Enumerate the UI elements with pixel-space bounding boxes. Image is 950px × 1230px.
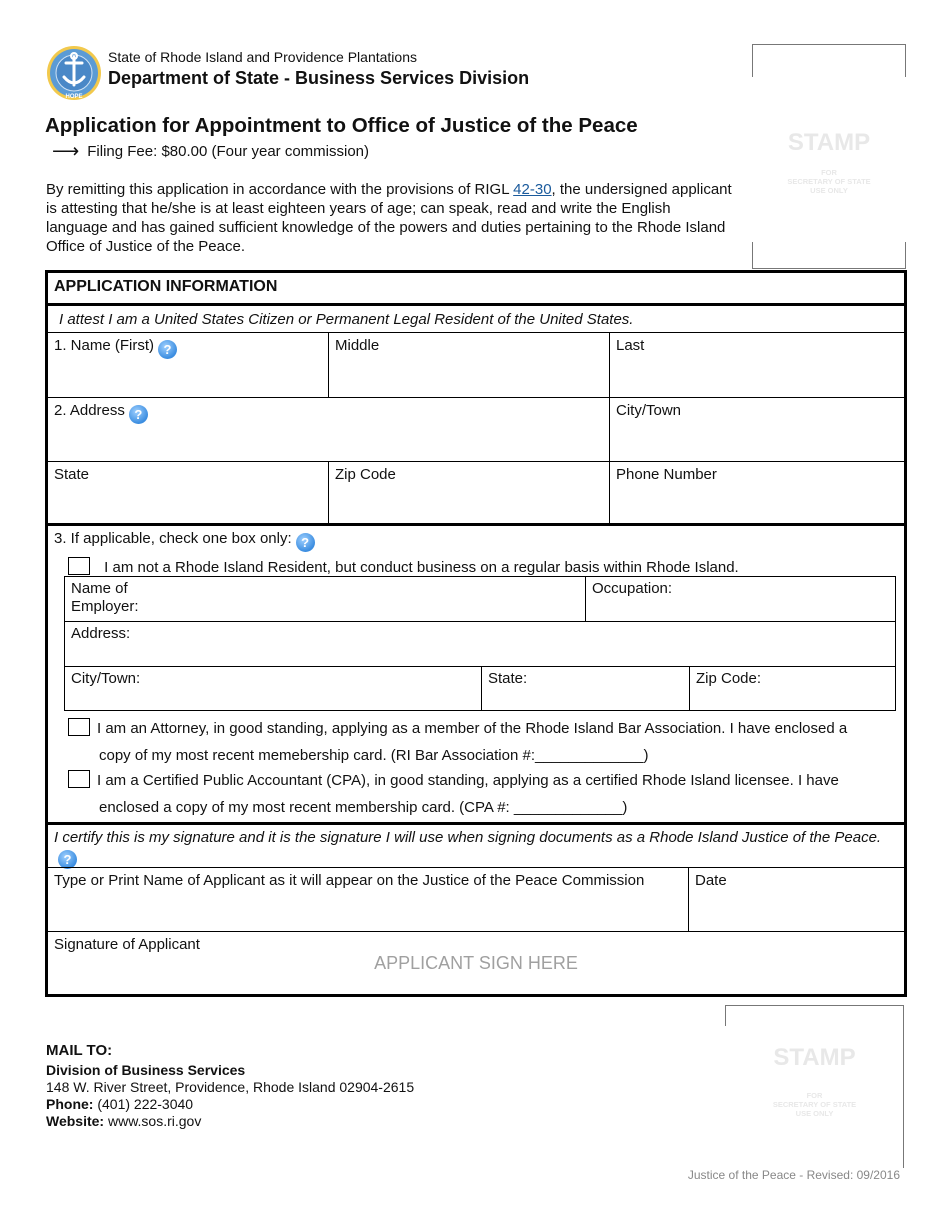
arrow-right-icon: ⟶ bbox=[52, 141, 80, 162]
attorney-checkbox[interactable] bbox=[68, 718, 90, 736]
non-resident-option[interactable]: I am not a Rhode Island Resident, but conduct business on a regular basis within Rhode Island. bbox=[62, 553, 902, 580]
svg-text:HOPE: HOPE bbox=[65, 94, 83, 100]
employer-address-field[interactable]: Address: bbox=[71, 625, 131, 642]
application-form bbox=[45, 270, 907, 997]
employer-name-field[interactable]: Name of Employer: bbox=[71, 580, 139, 615]
mail-website: Website: www.sos.ri.gov bbox=[46, 1113, 202, 1129]
revision-footer: Justice of the Peace - Revised: 09/2016 bbox=[687, 1168, 900, 1182]
state-name: State of Rhode Island and Providence Plantations bbox=[108, 49, 417, 65]
state-field[interactable]: State bbox=[54, 466, 90, 483]
middle-name-field[interactable]: Middle bbox=[335, 337, 380, 354]
stamp-box-bottom: STAMP FOR SECRETARY OF STATE USE ONLY bbox=[725, 1005, 904, 1168]
stamp-label: STAMP bbox=[773, 1044, 856, 1071]
employer-state-field[interactable]: State: bbox=[488, 670, 528, 687]
employer-subtable bbox=[64, 576, 896, 711]
mail-heading: MAIL TO: bbox=[46, 1042, 113, 1059]
state-seal-logo bbox=[46, 45, 102, 101]
zip-code-field[interactable]: Zip Code bbox=[335, 466, 396, 483]
stamp-box-top: STAMP FOR SECRETARY OF STATE USE ONLY bbox=[752, 44, 906, 269]
city-town-field[interactable]: City/Town bbox=[616, 402, 682, 419]
rigl-link[interactable]: 42-30 bbox=[513, 181, 552, 198]
non-resident-checkbox[interactable] bbox=[68, 557, 90, 575]
check-one-label: 3. If applicable, check one box only: ? bbox=[48, 526, 904, 556]
page-title: Application for Appointment to Office of Justice of the Peace bbox=[45, 114, 638, 137]
sign-here-placeholder: APPLICANT SIGN HERE bbox=[374, 953, 578, 973]
last-name-field[interactable]: Last bbox=[616, 337, 645, 354]
help-icon[interactable]: ? bbox=[296, 533, 315, 552]
phone-number-field[interactable]: Phone Number bbox=[616, 466, 717, 483]
attorney-option[interactable]: I am an Attorney, in good standing, applying as a member of the Rhode Island Bar Association. I have enclosed a copy of my most recent memebership card. (RI Bar Association #:_____________) bbox=[62, 715, 902, 773]
filing-fee bbox=[52, 142, 369, 161]
occupation-field[interactable]: Occupation: bbox=[592, 580, 673, 597]
mail-division: Division of Business Services bbox=[46, 1062, 246, 1078]
signature-label: Signature of Applicant bbox=[54, 936, 200, 953]
section-title: APPLICATION INFORMATION bbox=[54, 278, 278, 295]
mail-phone: Phone: (401) 222-3040 bbox=[46, 1096, 194, 1112]
employer-zip-field[interactable]: Zip Code: bbox=[696, 670, 762, 687]
cpa-checkbox[interactable] bbox=[68, 770, 90, 788]
department-name: Department of State - Business Services Division bbox=[108, 68, 530, 88]
help-icon[interactable]: ? bbox=[129, 405, 148, 424]
help-icon[interactable]: ? bbox=[58, 850, 77, 869]
mail-address: 148 W. River Street, Providence, Rhode Island 02904-2615 bbox=[46, 1079, 415, 1095]
first-name-field[interactable]: 1. Name (First) ? bbox=[48, 333, 328, 397]
address-field[interactable]: 2. Address ? bbox=[48, 398, 609, 461]
print-name-field[interactable]: Type or Print Name of Applicant as it will appear on the Justice of the Peace Commission bbox=[54, 872, 645, 889]
filing-fee-text: Filing Fee: $80.00 (Four year commission) bbox=[87, 143, 370, 160]
help-icon[interactable]: ? bbox=[158, 340, 177, 359]
mail-to-block bbox=[46, 1042, 414, 1130]
cpa-option[interactable]: I am a Certified Public Accountant (CPA), in good standing, applying as a certified Rhode Island licensee. I have enclosed a copy of my most recent membership card. (CPA #: _____________) bbox=[62, 767, 902, 825]
certify-statement: I certify this is my signature and it is the signature I will use when signing documents as a Rhode Island Justice of the Peace.? bbox=[54, 829, 882, 867]
stamp-label: STAMP bbox=[787, 129, 871, 156]
employer-city-field[interactable]: City/Town: bbox=[71, 670, 141, 687]
citizen-attestation: I attest I am a United States Citizen or Permanent Legal Resident of the United States. bbox=[59, 311, 634, 328]
intro-paragraph: By remitting this application in accordance with the provisions of RIGL 42-30, the undersigned applicant is attesting that he/she is at least eighteen years of age; can speak, read and write the English language and has gained sufficient knowledge of the powers and duties pertaining to the Rhode Island Office of Justice of the Peace. bbox=[46, 181, 732, 255]
date-field[interactable]: Date bbox=[695, 872, 727, 889]
signature-field[interactable] bbox=[48, 932, 904, 994]
